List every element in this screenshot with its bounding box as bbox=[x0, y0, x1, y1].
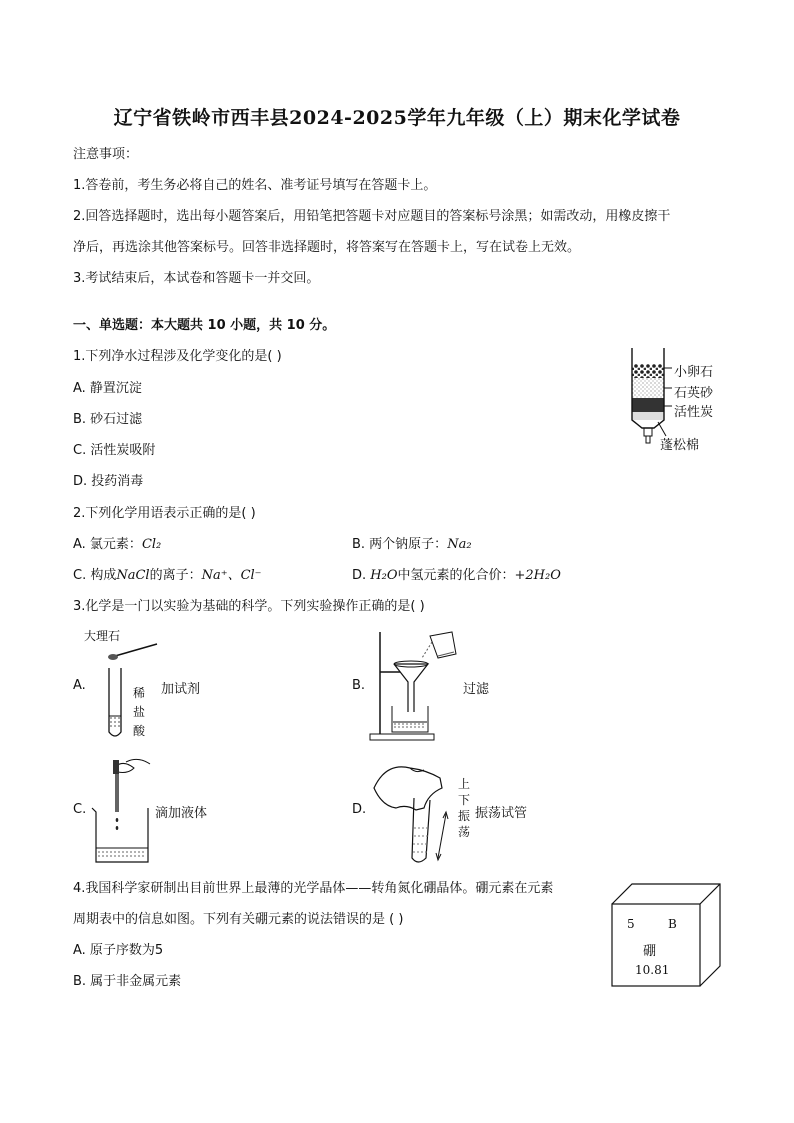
q3-a-fig-acid bbox=[133, 684, 145, 741]
q3-b-label: 过滤 bbox=[463, 682, 490, 697]
filter-label-pebble: 小卵石 bbox=[674, 365, 714, 380]
q2-b-formula: Na₂ bbox=[447, 537, 472, 552]
q3-c-label: 滴加液体 bbox=[155, 806, 208, 821]
notice-item-3: 3.考试结束后，本试卷和答题卡一并交回。 bbox=[73, 271, 320, 286]
q3-c-letter: C. bbox=[73, 802, 87, 817]
shake-char-3: 振 bbox=[458, 809, 471, 823]
q1-stem: 1.下列净水过程涉及化学变化的是( ) bbox=[73, 349, 282, 364]
shake-char-2: 下 bbox=[458, 793, 471, 807]
notice-item-2-cont: 净后，再选涂其他答案标号。回答非选择题时，将答案写在答题卡上，写在试卷上无效。 bbox=[73, 240, 581, 255]
shake-char-1: 上 bbox=[458, 777, 471, 791]
q2-d-formula2: +2H₂O bbox=[514, 568, 561, 583]
element-symbol: B bbox=[668, 917, 677, 931]
q3-d-letter: D. bbox=[352, 802, 367, 817]
q2-stem: 2.下列化学用语表示正确的是( ) bbox=[73, 506, 256, 521]
dropper-figure bbox=[88, 752, 158, 864]
q4-stem-line2: 周期表中的信息如图。下列有关硼元素的说法错误的是 ( ) bbox=[73, 912, 404, 927]
notice-item-2: 2.回答选择题时，选出每小题答案后，用铅笔把答题卡对应题目的答案标号涂黑；如需改动，用橡皮擦干 bbox=[73, 209, 671, 224]
acid-char-1: 稀 bbox=[133, 686, 146, 700]
notice-heading: 注意事项： bbox=[73, 147, 139, 162]
filter-label-sand: 石英砂 bbox=[674, 386, 714, 401]
q4-option-b: B. 属于非金属元素 bbox=[73, 974, 182, 989]
q2-c-text1: C. 构成 bbox=[73, 568, 117, 583]
q4-option-a: A. 原子序数为5 bbox=[73, 943, 164, 958]
filter-label-cotton: 蓬松棉 bbox=[660, 438, 700, 453]
q3-d-label: 振荡试管 bbox=[475, 806, 528, 821]
q2-d-text2: 中氢元素的化合价： bbox=[397, 568, 515, 583]
q3-d-fig-shake bbox=[458, 776, 470, 840]
section-heading: 一、单选题：本大题共 10 小题，共 10 分。 bbox=[73, 318, 336, 333]
shake-char-4: 荡 bbox=[458, 825, 471, 839]
q2-c-formula2: Na⁺、Cl⁻ bbox=[201, 568, 262, 583]
q3-a-label: 加试剂 bbox=[161, 682, 201, 697]
q4-stem-line1: 4.我国科学家研制出目前世界上最薄的光学晶体——转角氮化硼晶体。硼元素在元素 bbox=[73, 881, 554, 896]
q1-option-c: C. 活性炭吸附 bbox=[73, 443, 156, 458]
q3-b-letter: B. bbox=[352, 678, 366, 693]
q2-option-b bbox=[352, 537, 472, 553]
q3-a-letter: A. bbox=[73, 678, 86, 693]
q2-d-formula1: H₂O bbox=[370, 568, 398, 583]
element-mass: 10.81 bbox=[635, 963, 670, 977]
q1-option-b: B. 砂石过滤 bbox=[73, 412, 143, 427]
q2-a-text: A. 氯元素： bbox=[73, 537, 142, 552]
page-title: 辽宁省铁岭市西丰县2024-2025学年九年级（上）期末化学试卷 bbox=[113, 107, 681, 129]
element-number: 5 bbox=[627, 917, 635, 931]
q2-option-d bbox=[352, 568, 561, 584]
shake-tube-figure bbox=[366, 748, 466, 866]
q2-c-formula1: NaCl bbox=[116, 568, 150, 583]
acid-char-2: 盐 bbox=[133, 705, 146, 719]
q2-option-a bbox=[73, 537, 161, 553]
q1-option-d: D. 投药消毒 bbox=[73, 474, 144, 489]
q2-b-text: B. 两个钠原子： bbox=[352, 537, 448, 552]
filtration-figure bbox=[366, 626, 466, 744]
notice-item-1: 1.答卷前，考生务必将自己的姓名、准考证号填写在答题卡上。 bbox=[73, 178, 437, 193]
acid-char-3: 酸 bbox=[133, 724, 146, 738]
q2-c-text2: 的离子： bbox=[149, 568, 202, 583]
q2-option-c bbox=[73, 568, 262, 584]
q1-option-a: A. 静置沉淀 bbox=[73, 381, 142, 396]
q3-stem: 3.化学是一门以实验为基础的科学。下列实验操作正确的是( ) bbox=[73, 599, 425, 614]
q2-d-text1: D. bbox=[352, 568, 371, 583]
q2-a-formula: Cl₂ bbox=[141, 537, 162, 552]
filter-label-carbon: 活性炭 bbox=[674, 405, 714, 420]
element-name: 硼 bbox=[643, 944, 657, 959]
q3-a-fig-marble: 大理石 bbox=[84, 629, 121, 643]
